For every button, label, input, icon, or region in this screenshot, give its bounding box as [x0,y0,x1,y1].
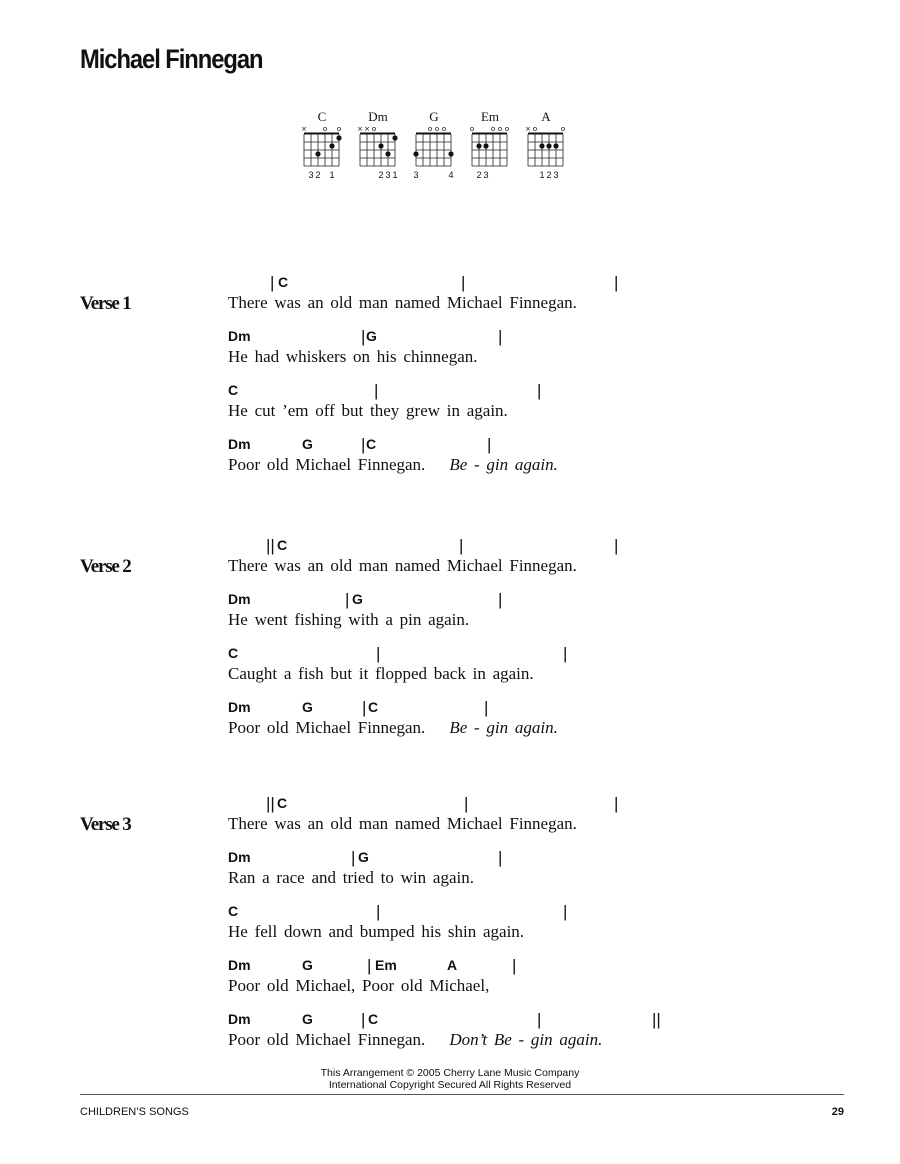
bar-line: | [376,902,381,921]
lyric-text: There was an old man named Michael Finnegan. [228,556,577,575]
lyric-line [228,293,577,313]
bar-line: | [351,848,356,867]
bar-line: | [362,698,367,717]
chord-symbol: C [277,795,288,811]
lyric-line [228,1030,602,1050]
footer-section: CHILDREN’S SONGS [80,1106,189,1118]
finger-dot [413,151,418,156]
lyric-italic-text: Don’t Be - gin again. [449,1030,603,1049]
page-number: 29 [831,1106,844,1118]
bar-line: | [270,273,275,292]
fingering-row [470,170,510,182]
chord-diagram-name: G [429,109,439,124]
finger-dot [378,143,383,148]
chord-grid [358,124,398,170]
lyric-text: He cut ’em off but they grew in again. [228,401,508,420]
song-title: Michael Finnegan [80,44,263,74]
bar-line: | [537,1010,542,1029]
bar-line: | [361,435,366,454]
open-string-marker: o [469,125,475,133]
chord-symbol: Dm [228,849,251,865]
finger-number: 3 [413,170,419,180]
lyric-text: He fell down and bumped his shin again. [228,922,525,941]
bar-line: | [537,381,542,400]
bar-line: | [498,590,503,609]
finger-number: 4 [448,170,454,180]
finger-dot [448,151,453,156]
lyric-italic-text: Be - gin again. [449,455,558,474]
bar-line: | [376,644,381,663]
finger-dot [546,143,551,148]
chord-symbol: C [278,274,289,290]
lyric-line [228,610,469,630]
open-string-marker: o [427,125,433,133]
lyric-text: Ran a race and tried to win again. [228,868,474,887]
chord-symbol: Dm [228,957,251,973]
bar-line: | [563,644,568,663]
copyright-line-2: International Copyright Secured All Rights Reserved [328,1079,572,1091]
finger-number: 1 [329,170,335,180]
finger-dot [553,143,558,148]
chord-symbol: G [366,328,377,344]
chord-diagram [470,110,510,185]
chord-diagram [414,110,454,185]
lyric-text: Poor old Michael Finnegan. [228,1030,426,1049]
bar-line: | [461,273,466,292]
open-string-marker: o [560,125,566,133]
open-string-marker: o [371,125,377,133]
fingering-row [358,170,398,182]
chord-symbol: Em [375,957,397,973]
fingering-row [526,170,566,182]
footer-rule [80,1094,844,1095]
chord-symbol: C [366,436,377,452]
chord-symbol: C [277,537,288,553]
lyric-italic-text: Be - gin again. [449,718,558,737]
chord-grid [470,124,510,170]
bar-line: | [459,536,464,555]
open-string-marker: o [336,125,342,133]
open-string-marker: o [441,125,447,133]
bar-line: | [512,956,517,975]
finger-number: 2 [476,170,482,180]
bar-line: | [361,1010,366,1029]
finger-number: 3 [553,170,559,180]
verse-label: Verse 2 [80,556,131,577]
lyric-text: Caught a fish but it flopped back in again. [228,664,534,683]
chord-diagram-name: Em [480,109,500,124]
finger-dot [392,135,397,140]
muted-string-marker: × [357,125,363,133]
chord-symbol: Dm [228,328,251,344]
chord-symbol: G [352,591,363,607]
open-string-marker: o [497,125,503,133]
chord-symbol: C [368,699,379,715]
fingering-row [414,170,454,182]
chord-nut [304,133,339,135]
muted-string-marker: × [364,125,370,133]
finger-dot [336,135,341,140]
finger-number: 3 [308,170,314,180]
chord-symbol: Dm [228,1011,251,1027]
bar-line: | [498,848,503,867]
chord-diagram [526,110,566,185]
bar-line: | [345,590,350,609]
lyric-line [228,868,474,888]
open-string-marker: o [322,125,328,133]
lyric-text: Poor old Michael, Poor old Michael, [228,976,490,995]
lyric-text: Poor old Michael Finnegan. [228,718,426,737]
finger-dot [329,143,334,148]
chord-grid [414,124,454,170]
double-bar-line: || [266,794,275,813]
bar-line: | [464,794,469,813]
lyric-line [228,556,577,576]
chord-symbol: C [368,1011,379,1027]
chord-diagram-name: Dm [368,109,388,124]
lyric-line [228,347,478,367]
open-string-marker: o [490,125,496,133]
finger-number: 2 [378,170,384,180]
fingering-row [302,170,342,182]
finger-dot [476,143,481,148]
chord-grid [302,124,342,170]
chord-symbol: G [302,957,313,973]
bar-line: | [614,273,619,292]
bar-line: | [361,327,366,346]
finger-dot [483,143,488,148]
lyric-text: He had whiskers on his chinnegan. [228,347,478,366]
lyric-line [228,455,558,475]
lyric-line [228,718,558,738]
bar-line: | [484,698,489,717]
chord-symbol: C [228,382,239,398]
open-string-marker: o [504,125,510,133]
chord-symbol: Dm [228,436,251,452]
lyric-line [228,814,577,834]
chord-symbol: G [302,699,313,715]
double-bar-line: || [652,1010,661,1029]
chord-symbol: C [228,903,239,919]
bar-line: | [487,435,492,454]
chord-diagram [302,110,342,185]
finger-number: 3 [385,170,391,180]
finger-number: 2 [546,170,552,180]
bar-line: | [498,327,503,346]
finger-number: 1 [392,170,398,180]
muted-string-marker: × [525,125,531,133]
bar-line: | [374,381,379,400]
chord-grid [526,124,566,170]
bar-line: | [563,902,568,921]
chord-diagram [358,110,398,185]
chord-symbol: A [447,957,458,973]
muted-string-marker: × [301,125,307,133]
chord-symbol: G [358,849,369,865]
chord-symbol: C [228,645,239,661]
lyric-text: There was an old man named Michael Finnegan. [228,814,577,833]
verse-label: Verse 3 [80,814,131,835]
chord-diagram-name: C [317,109,327,124]
bar-line: | [367,956,372,975]
lyric-line [228,401,508,421]
bar-line: | [614,794,619,813]
verse-label: Verse 1 [80,293,131,314]
finger-dot [385,151,390,156]
chord-symbol: G [302,436,313,452]
lyric-line [228,664,534,684]
lyric-line [228,922,524,942]
copyright-line-1: This Arrangement © 2005 Cherry Lane Music Company [320,1067,580,1079]
lyric-text: There was an old man named Michael Finnegan. [228,293,577,312]
bar-line: | [614,536,619,555]
chord-symbol: Dm [228,591,251,607]
chord-symbol: Dm [228,699,251,715]
open-string-marker: o [532,125,538,133]
lyric-text: Poor old Michael Finnegan. [228,455,426,474]
lyric-text: He went fishing with a pin again. [228,610,470,629]
double-bar-line: || [266,536,275,555]
chord-symbol: G [302,1011,313,1027]
finger-number: 2 [315,170,321,180]
open-string-marker: o [434,125,440,133]
finger-number: 1 [539,170,545,180]
finger-dot [315,151,320,156]
chord-diagram-name: A [541,109,551,124]
finger-number: 3 [483,170,489,180]
finger-dot [539,143,544,148]
lyric-line [228,976,489,996]
